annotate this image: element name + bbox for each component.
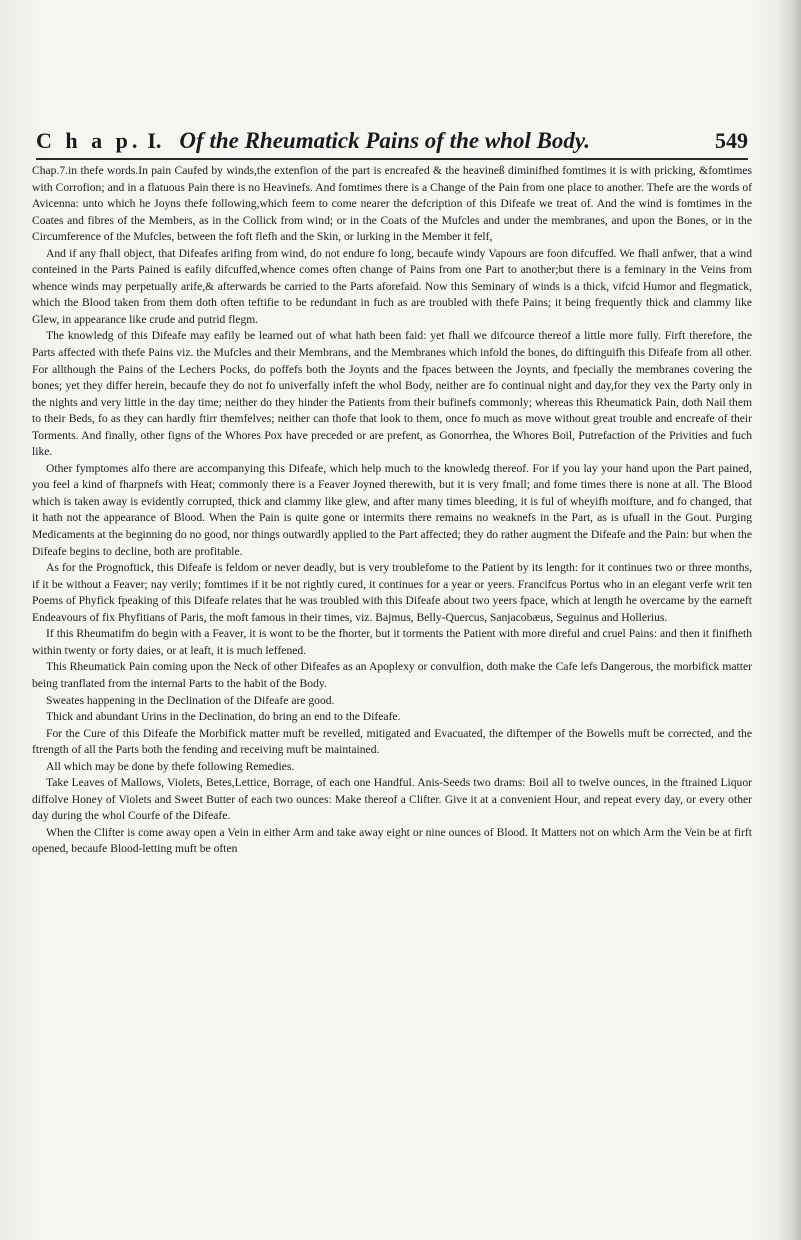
paragraph: Sweates happening in the Declination of the Difeafe are good.	[46, 693, 335, 707]
paragraph: When the Clifter is come away open a Vein in either Arm and take away eight or nine ounces of Blood. It Matters not on which Arm the Vein be at firft opened, becaufe Blood-letting muft be often	[32, 825, 752, 856]
paragraph: And if any fhall object, that Difeafes arifing from wind, do not endure fo long, becaufe windy Vapours are foon difcuffed. We fhall anfwer, that a wind conteined in the Parts Pained is eafily difcuffed,whence comes often change of Pains from one Part to another;but there is a feminary in the Veins from whence winds may perpetually arife,& afterwards be carried to the Parts aforefaid. Now this Seminary of winds is a thick, vifcid Humor and flegmatick, which the Blood taken from them doth often teftifie to be redundant in fuch as are troubled with thefe Pains; it being frequently thick and clammy like Glew, in appearance like crude and putrid flegm.	[32, 246, 752, 326]
gutter-shadow	[779, 0, 801, 1240]
paragraph: For the Cure of this Difeafe the Morbifick matter muft be revelled, mitigated and Evacuated, the diftemper of the Bowells muft be corrected, and the ftrength of all the Parts both the fending and receiving muft be maintained.	[32, 726, 752, 757]
paragraph: As for the Prognoftick, this Difeafe is feldom or never deadly, but is very troublefome to the Patient by its length: for it continues two or three months, if it be without a Feaver; nay verily; fomtimes if it be not rightly cured, it continues for a year or yeers. Francifcus Portus who in an elegant verfe writ ten Poems of Phyfick fpeaking of this Difeafe relates that he was troubled with this Difeafe about two yeers fpace, which at length he overcame by the earneft Endeavours of fix Phyfitians of Paris, the moft famous in their times, viz. Bajmus, Belly-Quercus, Sanjacobæus, Seguinus and Hollerius.	[32, 561, 752, 624]
paragraph: Chap.7.in thefe words.In pain Caufed by winds,the extenfion of the part is encreafed & the heavineß diminifhed fomtimes it is with pricking, &fomtimes with Corrofion; and in a flatuous Pain there is no Heavinefs. And fomtimes there is a Change of the Pain from one place to another. Thefe are the words of Avicenna: unto which he Joyns thefe following,which feem to come nearer the defcription of this Difeafe we treat of. And the wind is fomtimes in the Coates and fibres of the Members, as in the Collick from wind; or in the Coats of the Mufcles and under the membranes, and upon the Bones, or in the Circumference of the Mufcles, between the foft flefh and the Skin, or lurking in the Member it felf,	[32, 164, 752, 244]
page-number: 549	[715, 128, 748, 153]
chapter-label: C h a p.	[36, 128, 142, 153]
paragraph: If this Rheumatifm do begin with a Feaver, it is wont to be the fhorter, but it torments the Patient with more direful and cruel Pains: and then it finifheth within twenty or forty daies, or at leaft, it is much leffened.	[32, 627, 752, 657]
paragraph: Other fymptomes alfo there are accompanying this Difeafe, which help much to the knowledg thereof. For if you lay your hand upon the Part pained, you feel a kind of fharpnefs with Heat; commonly there is a Feaver Joyned therewith, but it is very fmall; and fome times there is none at all. The Blood which is taken away is evidently corrupted, thick and clammy like glew, and after many times bleeding, it is ful of wheyifh moifture, and fo changed, that it hath not the appearance of Blood. When the Pain is quite gone or intermits there remains no weaknefs in the Part, as is ufuall in the Gout. Purging Medicaments at the beginning do no good, nor things outwardly applied to the Part affected; they do rather augment the Difeafe and the Pain: but when the Difeafe begins to decline, both are profitable.	[32, 461, 752, 558]
running-header	[36, 128, 748, 158]
paragraph: This Rheumatick Pain coming upon the Neck of other Difeafes as an Apoplexy or convulfion, doth make the Cafe lefs Dangerous, the morbifick matter being tranflated from the internal Parts to the habit of the Body.	[32, 660, 752, 690]
running-title: Of the Rheumatick Pains of the whol Body.	[179, 128, 591, 153]
paragraph: Thick and abundant Urins in the Declination, do bring an end to the Difeafe.	[46, 710, 401, 724]
body-text	[32, 163, 752, 1223]
paragraph: The knowledg of this Difeafe may eafily be learned out of what hath been faid: yet fhall we difcource thereof a little more fully. Firft therefore, the Parts affected with thefe Pains viz. the Mufcles and their Membrans, and the Membranes which infold the bones, do diftinguifh this Difeafe from all other. For allthough the Pains of the Lechers Pocks, do poffefs both the Joynts and the fpaces between the Joynts, and fpecially the membranes covering the bones; yet they differ herein, becaufe they do not fo univerfally infeft the whol Body, neither are fo continual night and day,for they vex the Party only in the nights and very little in the day time; neither do they hinder the Patients from their bufinefs commonly; whereas this Rheumatick Pain, doth Nail them to their Beds, fo as they can hardly ftirr themfelves; neither can thofe that look to them, once fo much as move without great trouble and encreafe of their Torments. And finally, other figns of the Whores Pox have preceded or are prefent, as Gonorrhea, the Whores Boil, Putrefaction of the Privities and fuch like.	[32, 329, 752, 459]
chapter-number: I.	[147, 128, 162, 153]
paragraph: Take Leaves of Mallows, Violets, Betes,Lettice, Borrage, of each one Handful. Anis-Seeds two drams: Boil all to twelve ounces, in the ftrained Liquor diffolve Honey of Violets and Sweet Butter of each two ounces: Make thereof a Clifter. Give it at a convenient Hour, and repeat every day, or every other day during the whol Courfe of the Difeafe.	[32, 776, 752, 823]
header-rule	[36, 158, 748, 160]
paragraph: All which may be done by thefe following Remedies.	[46, 759, 295, 773]
